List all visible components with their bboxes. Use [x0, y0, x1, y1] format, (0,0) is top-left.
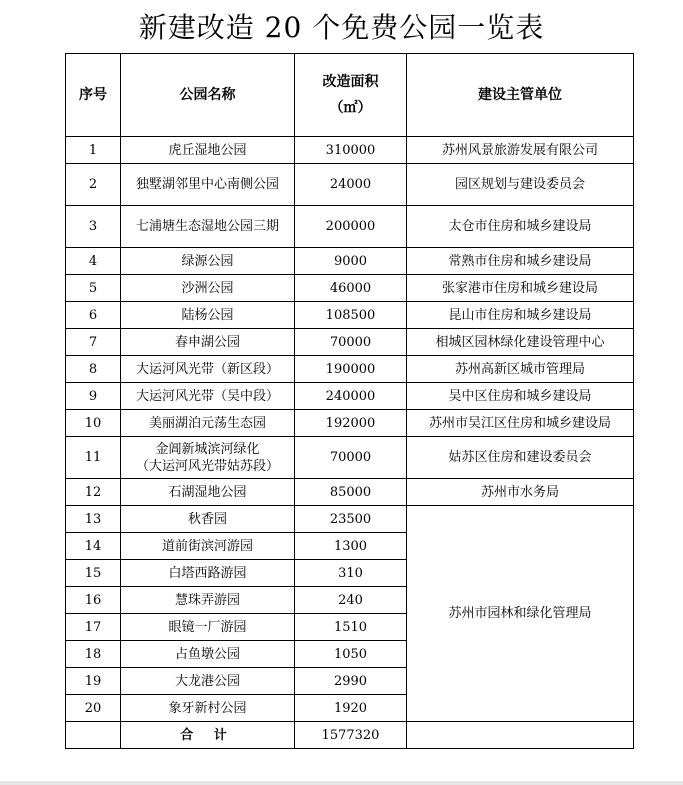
cell-area: 23500 — [295, 506, 407, 533]
total-dept-empty — [407, 722, 634, 749]
table-row — [66, 164, 634, 206]
cell-name-line2: （大运河风光带姑苏段） — [135, 458, 279, 474]
cell-no: 6 — [66, 302, 121, 329]
cell-name: 石湖湿地公园 — [121, 479, 295, 506]
cell-dept: 相城区园林绿化建设管理中心 — [407, 329, 634, 356]
cell-area: 2990 — [295, 668, 407, 695]
page-title: 新建改造 20 个免费公园一览表 — [138, 11, 545, 44]
total-row — [66, 722, 634, 749]
table-row — [66, 506, 634, 533]
header-name: 公园名称 — [121, 54, 295, 137]
cell-area: 70000 — [295, 437, 407, 479]
cell-dept: 苏州市吴江区住房和城乡建设局 — [407, 410, 634, 437]
cell-no: 7 — [66, 329, 121, 356]
total-area: 1577320 — [295, 722, 407, 749]
cell-no: 11 — [66, 437, 121, 479]
total-label: 合 计 — [121, 722, 295, 749]
cell-area: 24000 — [295, 164, 407, 206]
cell-name: 七浦塘生态湿地公园三期 — [121, 206, 295, 248]
cell-area: 200000 — [295, 206, 407, 248]
cell-dept: 园区规划与建设委员会 — [407, 164, 634, 206]
cell-area: 108500 — [295, 302, 407, 329]
cell-name: 大运河风光带（新区段） — [121, 356, 295, 383]
cell-no: 3 — [66, 206, 121, 248]
cell-area: 1510 — [295, 614, 407, 641]
cell-dept: 昆山市住房和城乡建设局 — [407, 302, 634, 329]
cell-name: 象牙新村公园 — [121, 695, 295, 722]
table-row — [66, 137, 634, 164]
cell-name: 秋香园 — [121, 506, 295, 533]
cell-area: 190000 — [295, 356, 407, 383]
cell-area: 310000 — [295, 137, 407, 164]
cell-name: 白塔西路游园 — [121, 560, 295, 587]
cell-name: 道前街滨河游园 — [121, 533, 295, 560]
cell-no: 20 — [66, 695, 121, 722]
cell-no: 18 — [66, 641, 121, 668]
table-row — [66, 329, 634, 356]
cell-no: 14 — [66, 533, 121, 560]
cell-no: 12 — [66, 479, 121, 506]
cell-name: 沙洲公园 — [121, 275, 295, 302]
header-dept: 建设主管单位 — [407, 54, 634, 137]
header-no: 序号 — [66, 54, 121, 137]
cell-no: 9 — [66, 383, 121, 410]
page-bottom-strip — [0, 781, 683, 785]
header-area-unit: （㎡） — [329, 100, 372, 116]
cell-name: 眼镜一厂游园 — [121, 614, 295, 641]
cell-name-line1: 金阊新城滨河绿化 — [155, 441, 260, 457]
cell-dept: 姑苏区住房和建设委员会 — [407, 437, 634, 479]
cell-no: 13 — [66, 506, 121, 533]
table-row — [66, 275, 634, 302]
cell-area: 1920 — [295, 695, 407, 722]
cell-name: 大龙港公园 — [121, 668, 295, 695]
cell-area: 1050 — [295, 641, 407, 668]
cell-name: 春申湖公园 — [121, 329, 295, 356]
cell-area: 240000 — [295, 383, 407, 410]
cell-no: 17 — [66, 614, 121, 641]
cell-name: 慧珠弄游园 — [121, 587, 295, 614]
cell-name: 大运河风光带（吴中段） — [121, 383, 295, 410]
cell-name: 陆杨公园 — [121, 302, 295, 329]
cell-dept: 苏州市水务局 — [407, 479, 634, 506]
cell-no: 16 — [66, 587, 121, 614]
cell-no: 1 — [66, 137, 121, 164]
cell-area: 310 — [295, 560, 407, 587]
total-no-empty — [66, 722, 121, 749]
cell-no: 10 — [66, 410, 121, 437]
cell-name: 独墅湖邻里中心南侧公园 — [121, 164, 295, 206]
table-row — [66, 206, 634, 248]
cell-no: 19 — [66, 668, 121, 695]
cell-dept: 苏州高新区城市管理局 — [407, 356, 634, 383]
park-table — [65, 53, 634, 749]
cell-name: 虎丘湿地公园 — [121, 137, 295, 164]
cell-name: 绿源公园 — [121, 248, 295, 275]
table-row — [66, 479, 634, 506]
cell-dept: 张家港市住房和城乡建设局 — [407, 275, 634, 302]
cell-area: 192000 — [295, 410, 407, 437]
cell-dept-merged: 苏州市园林和绿化管理局 — [407, 506, 634, 722]
cell-area: 240 — [295, 587, 407, 614]
cell-area: 9000 — [295, 248, 407, 275]
table-row — [66, 302, 634, 329]
cell-dept: 吴中区住房和城乡建设局 — [407, 383, 634, 410]
cell-no: 2 — [66, 164, 121, 206]
header-area-line1: 改造面积 — [322, 74, 379, 90]
table-header-row — [66, 54, 634, 137]
cell-no: 4 — [66, 248, 121, 275]
header-area — [295, 54, 407, 137]
table-row — [66, 437, 634, 479]
cell-dept: 太仓市住房和城乡建设局 — [407, 206, 634, 248]
table-row — [66, 410, 634, 437]
cell-name: 占鱼墩公园 — [121, 641, 295, 668]
cell-area: 70000 — [295, 329, 407, 356]
table-row — [66, 383, 634, 410]
cell-area: 46000 — [295, 275, 407, 302]
cell-area: 1300 — [295, 533, 407, 560]
cell-name — [121, 437, 295, 479]
cell-area: 85000 — [295, 479, 407, 506]
cell-no: 5 — [66, 275, 121, 302]
table-row — [66, 248, 634, 275]
cell-dept: 常熟市住房和城乡建设局 — [407, 248, 634, 275]
cell-name: 美丽湖泊元荡生态园 — [121, 410, 295, 437]
cell-no: 15 — [66, 560, 121, 587]
cell-no: 8 — [66, 356, 121, 383]
table-row — [66, 356, 634, 383]
cell-dept: 苏州风景旅游发展有限公司 — [407, 137, 634, 164]
